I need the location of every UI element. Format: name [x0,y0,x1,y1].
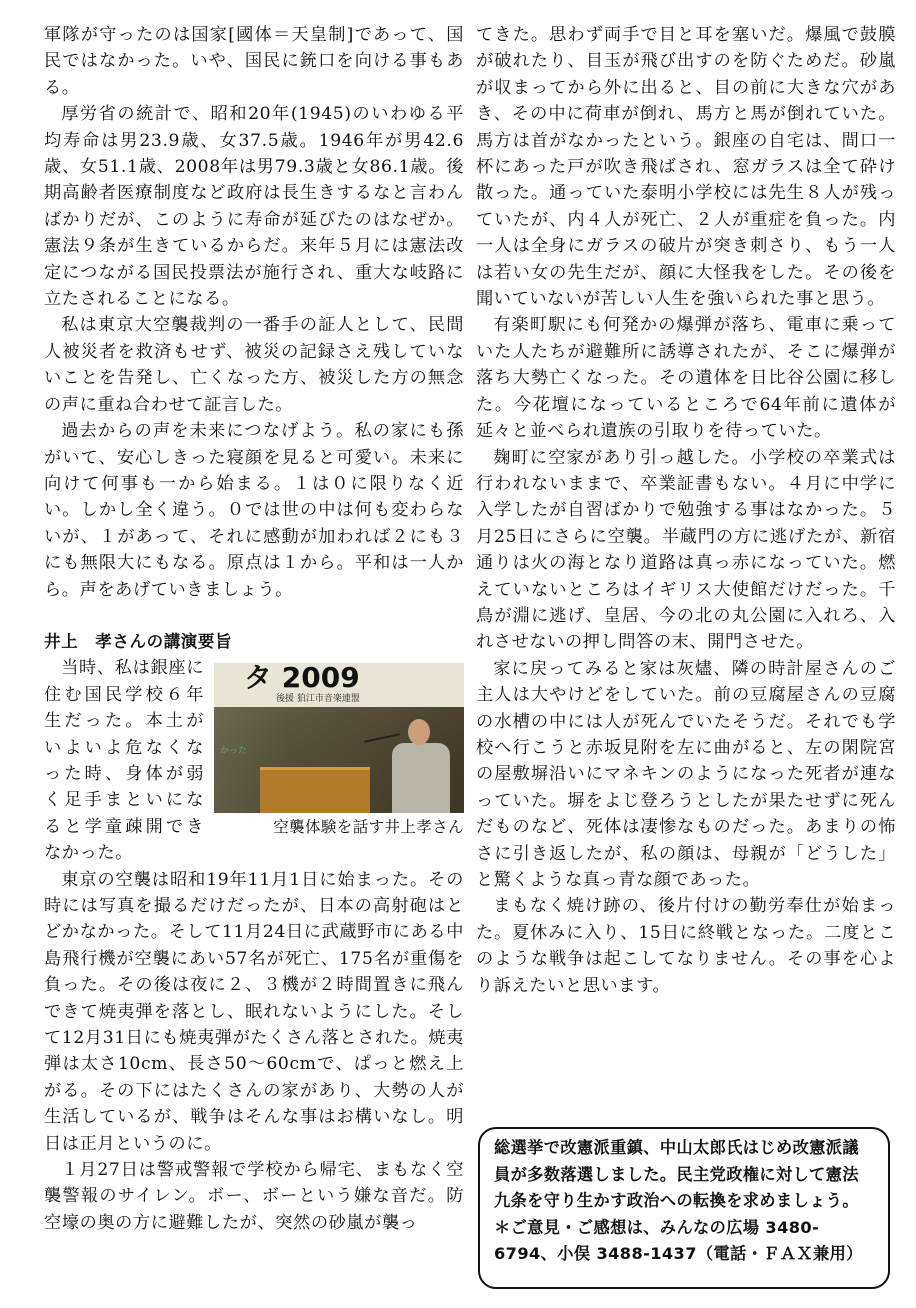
speaker-photo [214,663,464,813]
paragraph-army-nation: 軍隊が守ったのは国家[國体＝天皇制]であって、国民ではなかった。いや、国民に銃口を向ける事もある。 [44,25,464,98]
paragraph-testimony: 私は東京大空襲裁判の一番手の証人として、民間人被災者を救済もせず、被災の記録さえ残していないことを告発し、亡くなった方、被災した方の無念の声に重ね合わせて証言した。 [44,315,464,415]
paragraph-tokyo-air-raids: 東京の空襲は昭和19年11月1日に始まった。その時には写真を撮るだけだったが、日本の高射砲はとどかなかった。そして11月24日に武蔵野市にある中島飛行機が空襲にあい57名が死亡、175名が重傷を負った。その後は夜に２、３機が２時間置きに飛んできて焼夷弾を落とし、眠れないようにした。そして12月31日にも焼夷弾がたくさん落とされた。焼夷弾は太さ10cm、長さ50〜60cmで、ぱっと燃え上がる。その下にはたくさんの家があり、大勢の人が生活しているが、戦争はそんな事はお構いなし。明日は正月というのに。 [44,869,464,1154]
paragraph-sandstorm: てきた。思わず両手で目と耳を塞いだ。爆風で鼓膜が破れたり、目玉が飛び出すのを防ぐためだ。砂嵐が収まってから外に出ると、目の前に大きな穴があき、その中に荷車が倒れ、馬方と馬が倒れていた。馬方は首がなかったという。銀座の自宅は、間口一杯にあった戸が吹き飛ばされ、窓ガラスは全て砕け散った。通っていた泰明小学校には先生８人が残っていたが、内４人が死亡、２人が重症を負った。内一人は全身にガラスの破片が突き刺さり、もう一人は若い女の先生だが、顔に大怪我をした。その後を聞いていないが苦しい人生を強いられた事と思う。 [476,25,896,310]
photo-caption: 空襲体験を話す井上孝さん [273,818,464,837]
photo-stage-text: かった [220,746,248,757]
paragraph-future-voice: 過去からの声を未来につなげよう。私の家にも孫がいて、安心しきった寝顔を見ると可愛い。未来に向けて何事も一から始まる。１は０に限りなく近い。しかし全く違う。０では世の中は何も変わらないが、１があって、それに感動が加われば２にも３にも無限大にもなる。原点は１から。平和は一人から。声をあげていきましょう。 [44,421,464,600]
photo-podium [260,767,370,813]
paragraph-january-27: １月27日は警戒警報で学校から帰宅、まもなく空襲警報のサイレン。ボー、ボーという嫌な音だ。防空壕の奥の方に避難したが、突然の砂嵐が襲っ [44,1160,464,1233]
notice-box [478,1127,890,1289]
paragraph-ginza-childhood: 当時、私は銀座に住む国民学校６年生だった。本土がいよいよ危なくなった時、身体が弱く足手まといになると学童疎開できなかった。 [44,658,204,864]
section-gap [44,603,464,629]
speaker-photo-figure [214,663,464,839]
paragraph-life-expectancy: 厚労省の統計で、昭和20年(1945)のいわゆる平均寿命は男23.9歳、女37.5歳。1946年が男42.6歳、女51.1歳、2008年は男79.3歳と女86.1歳。後期高齢者医療制度など政府は長生きするなと言わんばかりだが、このように寿命が延びたのはなぜか。憲法９条が生きているからだ。来年５月には憲法改定につながる国民投票法が施行され、重大な岐路に立たされることになる。 [44,104,464,310]
photo-banner-text: タ 2009 [244,663,360,695]
paragraph-war-end: まもなく焼け跡の、後片付けの勤労奉仕が始まった。夏休みに入り、15日に終戦となった。二度とこのような戦争は起こしてなりません。その事を心より訴えたいと思います。 [476,896,896,996]
paragraph-returning-home: 家に戻ってみると家は灰燼、隣の時計屋さんのご主人は大やけどをしていた。前の豆腐屋さんの豆腐の水槽の中には人が死んでいたそうだ。それでも学校へ行こうと赤坂見附を左に曲がると、左の閑院宮の屋敷塀沿いにマネキンのようになった死者が連なっていた。塀をよじ登ろうとしたが果たせずに死んだものなど、死体は凄惨なものだった。あまりの怖さに引き返したが、私の顔は、母親が「どうした」と驚くような真っ青な顔であった。 [476,658,896,890]
section-heading: 井上 孝さんの講演要旨 [44,631,233,651]
paragraph-kojimachi: 麹町に空家があり引っ越した。小学校の卒業式は行われないままで、卒業証書もない。４月に中学に入学したが自習ばかりで勉強する事はなかった。５月25日にさらに空襲。半蔵門の方に逃げたが、新宿通りは火の海となり道路は真っ赤になっていた。燃えていないところはイギリス大使館だけだった。千鳥が淵に逃げ、皇居、今の北の丸公園に入れろ、入れさせないの押し問答の末、開門させた。 [476,447,896,653]
paragraph-yurakucho: 有楽町駅にも何発かの爆弾が落ち、電車に乗っていた人たちが避難所に誘導されたが、そこに爆弾が落ち大勢亡くなった。その遺体を日比谷公園に移した。今花壇になっているところで64年前に遺体が延々と並べられ遺族の引取りを待っていた。 [476,315,896,442]
right-column [476,22,896,999]
notice-text: 総選挙で改憲派重鎮、中山太郎氏はじめ改憲派議員が多数落選しました。民主党政権に対して憲法九条を守り生かす政治への転換を求めましょう。＊ご意見・ご感想は、みんなの広場 3480-6794、小俣 3488-1437（電話・ＦＡＸ兼用） [494,1138,863,1264]
photo-banner-subtext: 後援 狛江市音楽連盟 [276,694,360,705]
left-column [44,22,464,1236]
photo-speaker-body [392,743,450,813]
